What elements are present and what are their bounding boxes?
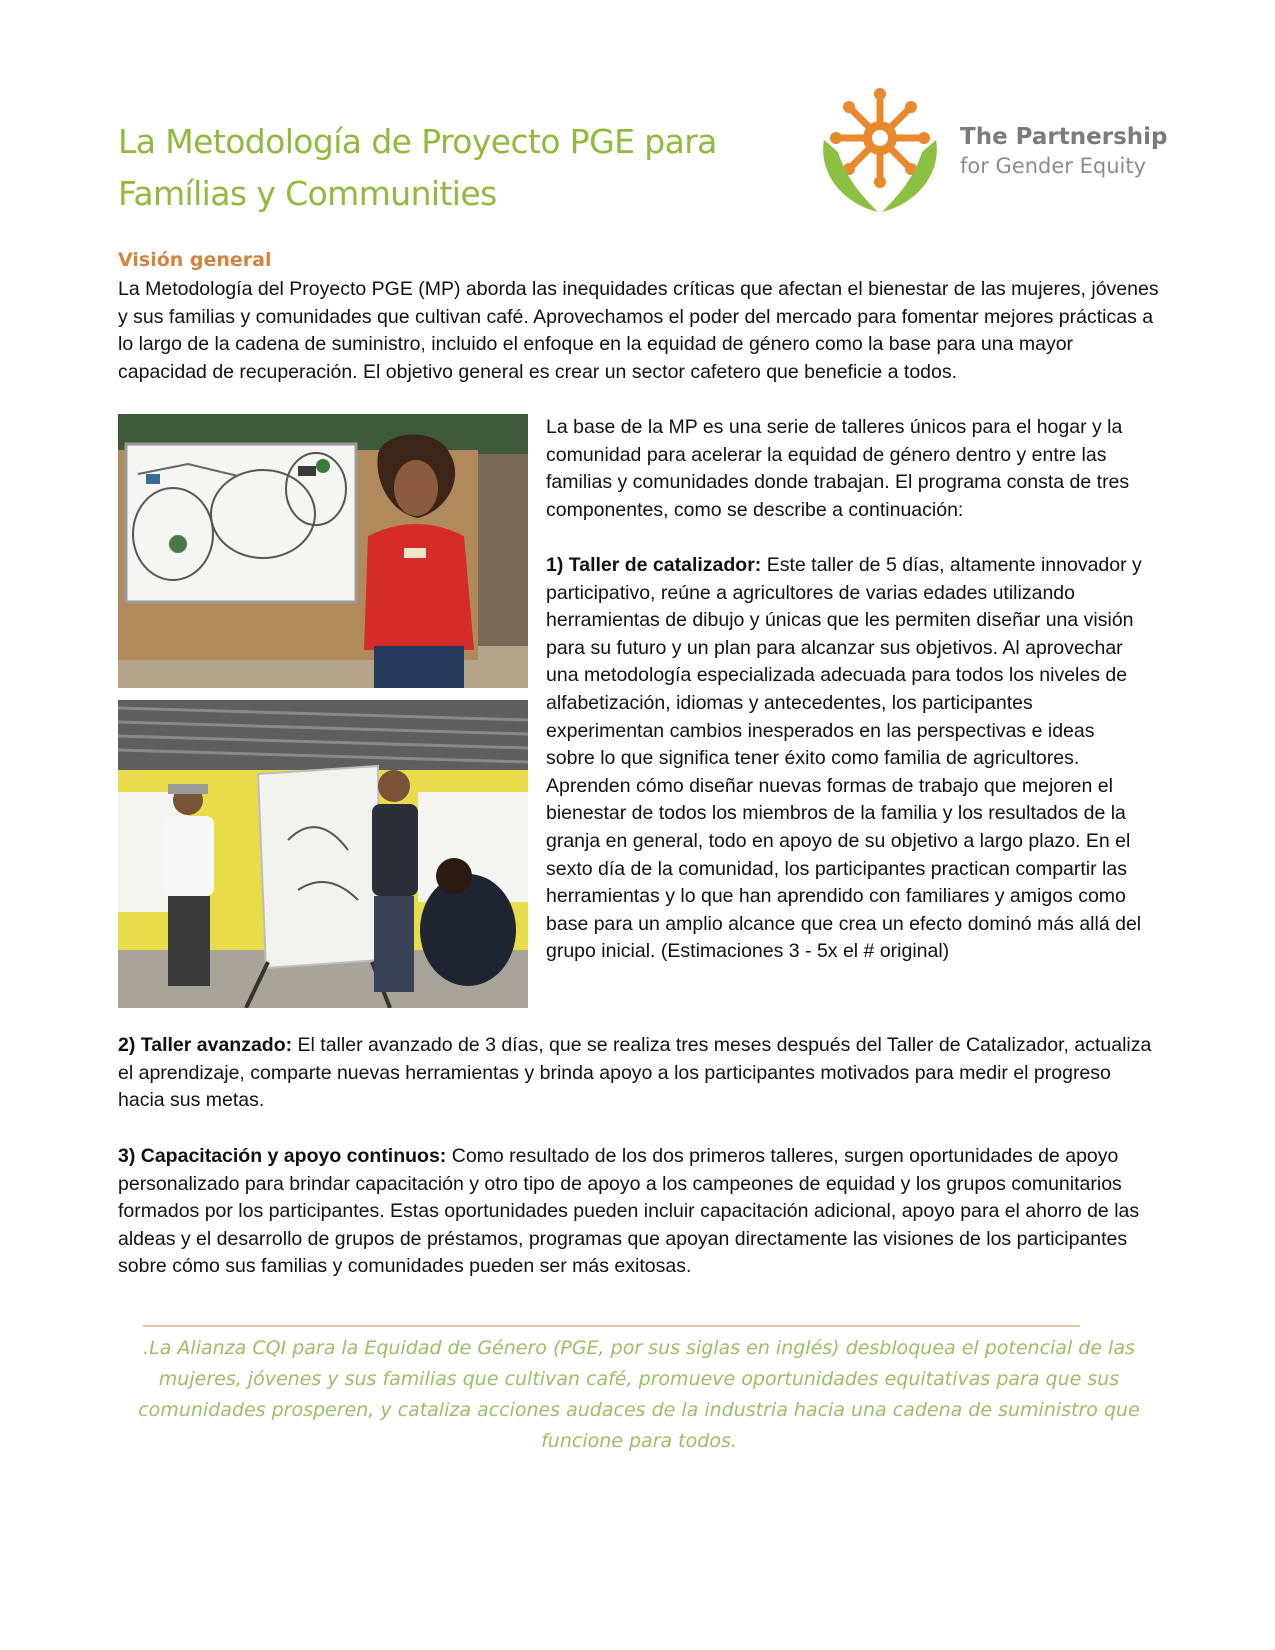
component-2-label: 2) Taller avanzado: <box>118 1034 293 1056</box>
component-3-text: Como resultado de los dos primeros talleres, surgen oportunidades de apoyo personalizado para brindar capacitación y otro tipo de apoyo a los campeones de equidad y los grupos comunitarios formados por los participantes. Estas oportunidades pueden incluir capacitación adicional, apoyo para el ahorro de las aldeas y el desarrollo de grupos de préstamos, programas que apoyan directamente las visiones de los participantes sobre cómo sus familias y comunidades pueden ser más exitosas. <box>118 1145 1140 1278</box>
component-1 <box>546 552 1146 966</box>
logo-name: The Partnership <box>960 124 1168 150</box>
partnership-logo <box>810 88 1170 218</box>
component-3-label: 3) Capacitación y apoyo continuos: <box>118 1145 447 1167</box>
sun-hands-logo-icon <box>810 88 950 218</box>
workshop-photo-woman-presenting <box>118 414 528 688</box>
workshop-photo-men-presenting <box>118 700 528 1008</box>
component-3 <box>118 1143 1160 1281</box>
logo-subtitle: for Gender Equity <box>960 154 1147 178</box>
component-1-label: 1) Taller de catalizador: <box>546 553 762 576</box>
component-1-text: Este taller de 5 días, altamente innovador y participativo, reúne a agricultores de varias edades utilizando herramientas de dibujo y únicas que les permiten diseñar una visión para su futuro y un plan para alcanzar sus objetivos. Al aprovechar una metodología especializada adecuada para todos los niveles de alfabetización, idiomas y antecedentes, los participantes experimentan cambios inesperados en las perspectivas e ideas sobre lo que significa tener éxito como familia de agricultores. Aprenden cómo diseñar nuevas formas de trabajo que mejoren el bienestar de todos los miembros de la familia y los resultados de la granja en general, todo en apoyo de su objetivo a largo plazo. En el sexto día de la comunidad, los participantes practican compartir las herramientas y lo que han aprendido con familiares y amigos como base para un amplio alcance que crea un efecto dominó más allá del grupo inicial. (Estimaciones 3 - 5x el # original) <box>546 553 1142 963</box>
divider <box>143 1325 1080 1327</box>
title-line-2: Famílias y Communities <box>118 174 497 213</box>
component-2-text: El taller avanzado de 3 días, que se realiza tres meses después del Taller de Catalizador, actualiza el aprendizaje, comparte nuevas herramientas y brinda apoyo a los participantes motivados para medir el progreso hacia sus metas. <box>118 1034 1152 1112</box>
document-title <box>118 116 798 220</box>
methodology-intro: La base de la MP es una serie de talleres únicos para el hogar y la comunidad para acelerar la equidad de género dentro y entre las familias y comunidades donde trabajan. El programa consta de tres componentes, como se describe a continuación: <box>546 416 1130 521</box>
overview-paragraph: La Metodología del Proyecto PGE (MP) aborda las inequidades críticas que afectan el bienestar de las mujeres, jóvenes y sus familias y comunidades que cultivan café. Aprovechamos el poder del mercado para fomentar mejores prácticas a lo largo de la cadena de suministro, incluido el enfoque en la equidad de género como la base para una mayor capacidad de recuperación. El objetivo general es crear un sector cafetero que beneficie a todos. <box>118 278 1159 383</box>
mission-quote: .La Alianza CQI para la Equidad de Género (PGE, por sus siglas en inglés) desbloquea el potencial de las mujeres, jóvenes y sus familias que cultivan café, promueve oportunidades equitativas para que sus comunidades prosperen, y cataliza acciones audaces de la industria hacia una cadena de suministro que funcione para todos. <box>138 1337 1140 1452</box>
methodology-column <box>546 414 1146 966</box>
section-heading: Visión general <box>118 249 272 271</box>
title-line-1: La Metodología de Proyecto PGE para <box>118 122 717 161</box>
component-2 <box>118 1032 1160 1115</box>
